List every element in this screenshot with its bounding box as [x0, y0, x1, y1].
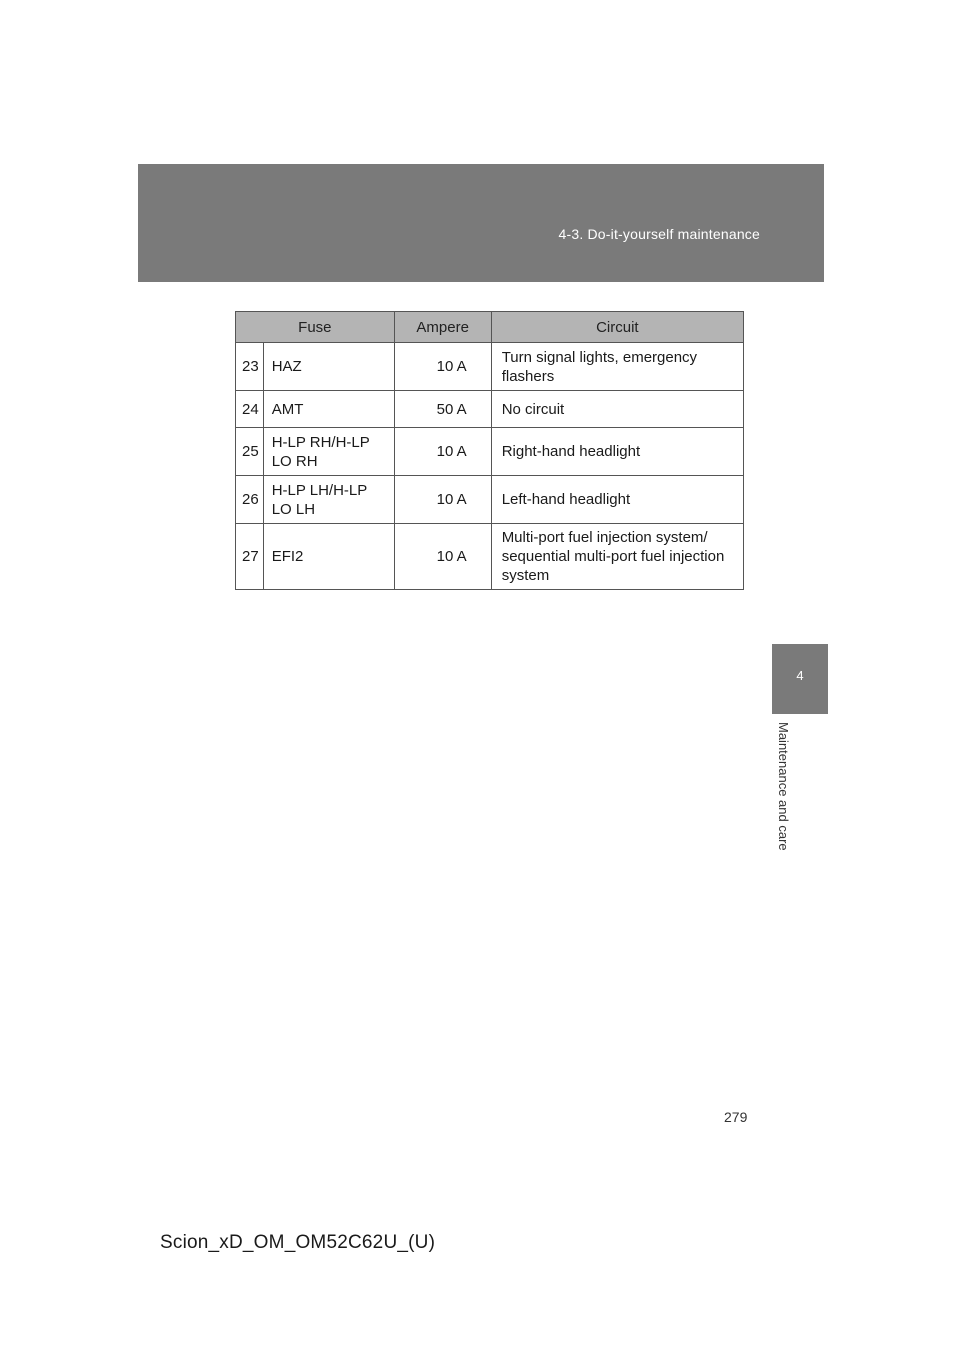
fuse-ampere: 10 A	[394, 476, 491, 524]
fuse-circuit: Left-hand headlight	[491, 476, 743, 524]
header-circuit: Circuit	[491, 312, 743, 343]
table-row	[236, 428, 744, 476]
fuse-circuit: Multi-port fuel injection system/ sequential multi-port fuel injection system	[491, 524, 743, 590]
table-row	[236, 391, 744, 428]
fuse-number: 23	[236, 343, 264, 391]
chapter-label: Maintenance and care	[776, 722, 791, 851]
header-ampere: Ampere	[394, 312, 491, 343]
table-row	[236, 524, 744, 590]
page-number: 279	[724, 1109, 748, 1125]
fuse-name: HAZ	[263, 343, 394, 391]
document-id: Scion_xD_OM_OM52C62U_(U)	[160, 1232, 436, 1253]
fuse-ampere: 10 A	[394, 343, 491, 391]
fuse-circuit: Turn signal lights, emergency flashers	[491, 343, 743, 391]
fuse-number: 26	[236, 476, 264, 524]
header-fuse: Fuse	[236, 312, 395, 343]
fuse-name: H-LP RH/H-LP LO RH	[263, 428, 394, 476]
fuse-table	[235, 311, 744, 590]
fuse-number: 27	[236, 524, 264, 590]
fuse-ampere: 50 A	[394, 391, 491, 428]
table-row	[236, 343, 744, 391]
fuse-circuit: Right-hand headlight	[491, 428, 743, 476]
chapter-tab	[772, 644, 828, 714]
fuse-number: 25	[236, 428, 264, 476]
chapter-number: 4	[796, 668, 804, 683]
fuse-ampere: 10 A	[394, 428, 491, 476]
table-header-row	[236, 312, 744, 343]
fuse-ampere: 10 A	[394, 524, 491, 590]
header-band	[138, 164, 824, 282]
table-row	[236, 476, 744, 524]
fuse-circuit: No circuit	[491, 391, 743, 428]
fuse-name: H-LP LH/H-LP LO LH	[263, 476, 394, 524]
fuse-name: AMT	[263, 391, 394, 428]
fuse-name: EFI2	[263, 524, 394, 590]
fuse-number: 24	[236, 391, 264, 428]
section-title: 4-3. Do-it-yourself maintenance	[558, 226, 760, 242]
